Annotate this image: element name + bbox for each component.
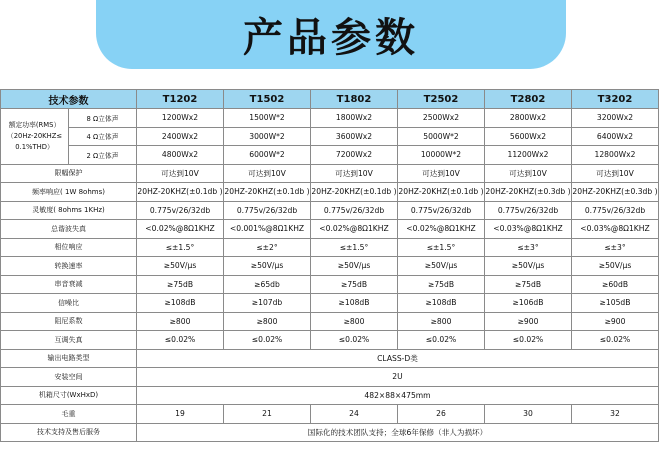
spec-value: 6400Wx2 xyxy=(572,127,659,146)
spec-value: <0.001%@8Ω1KHZ xyxy=(224,220,311,239)
spec-label: 毛重 xyxy=(1,405,137,424)
power-row-label: 4 Ω立体声 xyxy=(69,127,137,146)
spec-value: 24 xyxy=(311,405,398,424)
spec-row xyxy=(1,312,659,331)
spec-value: ≥75dB xyxy=(485,275,572,294)
header-label: 技术参数 xyxy=(1,90,137,109)
spec-value: 0.775v/26/32db xyxy=(137,201,224,220)
spec-value: <0.02%@8Ω1KHZ xyxy=(137,220,224,239)
spec-row xyxy=(1,331,659,350)
spec-value: 0.775v/26/32db xyxy=(572,201,659,220)
spec-value: ≥900 xyxy=(485,312,572,331)
spec-value: 10000W*2 xyxy=(398,146,485,165)
spec-value: ≥105dB xyxy=(572,294,659,313)
model-header: T1502 xyxy=(224,90,311,109)
spec-value: 可达到10V xyxy=(311,164,398,183)
header-row xyxy=(1,90,659,109)
page-title: 产品参数 xyxy=(243,15,419,61)
spec-row xyxy=(1,257,659,276)
support-row xyxy=(1,423,659,442)
spec-value: 3600Wx2 xyxy=(311,127,398,146)
spec-label: 安装空间 xyxy=(1,368,137,387)
spec-value: ≤0.02% xyxy=(398,331,485,350)
spec-label: 阻尼系数 xyxy=(1,312,137,331)
spec-value: 5000W*2 xyxy=(398,127,485,146)
power-group-label-line: 0.1%THD） xyxy=(15,142,54,151)
spec-value: ≥50V/μs xyxy=(572,257,659,276)
spec-value: 4800Wx2 xyxy=(137,146,224,165)
model-header: T3202 xyxy=(572,90,659,109)
spec-row xyxy=(1,275,659,294)
spec-value: 12800Wx2 xyxy=(572,146,659,165)
spec-value: 21 xyxy=(224,405,311,424)
power-group-label-line: （20Hz-20KHZ≤ xyxy=(6,131,63,140)
spec-value: 可达到10V xyxy=(572,164,659,183)
spec-row xyxy=(1,201,659,220)
spec-value: 0.775v/26/32db xyxy=(485,201,572,220)
spec-value: 1200Wx2 xyxy=(137,109,224,128)
spec-value: ≤0.02% xyxy=(572,331,659,350)
power-row xyxy=(1,146,659,165)
spec-value: ≤±3° xyxy=(485,238,572,257)
spec-label: 总谐波失真 xyxy=(1,220,137,239)
spec-label: 技术支持及售后服务 xyxy=(1,423,137,442)
spec-value: ≤0.02% xyxy=(137,331,224,350)
spec-value: 26 xyxy=(398,405,485,424)
spec-value: ≥900 xyxy=(572,312,659,331)
spec-value: ≥75dB xyxy=(137,275,224,294)
spec-row xyxy=(1,294,659,313)
spec-value: 20HZ-20KHZ(±0.1db ) xyxy=(137,183,224,202)
spec-value: ≤±1.5° xyxy=(311,238,398,257)
spec-label: 信噪比 xyxy=(1,294,137,313)
spec-value: 20HZ-20KHZ(±0.1db ) xyxy=(311,183,398,202)
spec-label: 转换速率 xyxy=(1,257,137,276)
power-group-label-line: 额定功率(RMS） xyxy=(8,120,61,129)
merged-row xyxy=(1,386,659,405)
spec-value: ≥75dB xyxy=(311,275,398,294)
spec-value: <0.03%@8Ω1KHZ xyxy=(485,220,572,239)
spec-label: 互调失真 xyxy=(1,331,137,350)
spec-value: ≤0.02% xyxy=(224,331,311,350)
merged-value: 482×88×475mm xyxy=(137,386,659,405)
spec-label: 相位响应 xyxy=(1,238,137,257)
spec-value: ≥107db xyxy=(224,294,311,313)
spec-value: 3000W*2 xyxy=(224,127,311,146)
spec-value: 可达到10V xyxy=(398,164,485,183)
support-value: 国际化的技术团队支持；全球6年保修（非人为损坏） xyxy=(137,423,659,442)
power-row-label: 2 Ω立体声 xyxy=(69,146,137,165)
spec-row xyxy=(1,183,659,202)
spec-label: 串音衰减 xyxy=(1,275,137,294)
weight-row xyxy=(1,405,659,424)
spec-value: 可达到10V xyxy=(137,164,224,183)
spec-value: ≥60dB xyxy=(572,275,659,294)
spec-value: <0.03%@8Ω1KHZ xyxy=(572,220,659,239)
merged-value: CLASS-D类 xyxy=(137,349,659,368)
spec-value: ≥800 xyxy=(137,312,224,331)
spec-value: ≥108dB xyxy=(311,294,398,313)
model-header: T1802 xyxy=(311,90,398,109)
title-banner xyxy=(96,0,566,69)
spec-value: ≥50V/μs xyxy=(398,257,485,276)
spec-row xyxy=(1,238,659,257)
spec-value: ≤0.02% xyxy=(485,331,572,350)
spec-value: ≥65db xyxy=(224,275,311,294)
spec-value: ≤±1.5° xyxy=(398,238,485,257)
spec-table xyxy=(0,89,659,442)
spec-value: ≤±3° xyxy=(572,238,659,257)
spec-value: 0.775v/26/32db xyxy=(398,201,485,220)
spec-value: 0.775v/26/32db xyxy=(224,201,311,220)
spec-value: ≥75dB xyxy=(398,275,485,294)
spec-value: 可达到10V xyxy=(224,164,311,183)
spec-value: 20HZ-20KHZ(±0.1db ) xyxy=(224,183,311,202)
spec-value: ≥800 xyxy=(224,312,311,331)
spec-value: <0.02%@8Ω1KHZ xyxy=(311,220,398,239)
spec-value: 20HZ-20KHZ(±0.3db ) xyxy=(572,183,659,202)
spec-label: 灵敏度( 8ohms 1KHz) xyxy=(1,201,137,220)
spec-value: 32 xyxy=(572,405,659,424)
spec-value: 可达到10V xyxy=(485,164,572,183)
spec-value: ≥800 xyxy=(398,312,485,331)
spec-value: <0.02%@8Ω1KHZ xyxy=(398,220,485,239)
spec-value: ≥50V/μs xyxy=(485,257,572,276)
merged-row xyxy=(1,368,659,387)
spec-value: ≥108dB xyxy=(398,294,485,313)
spec-value: 2500Wx2 xyxy=(398,109,485,128)
model-header: T2802 xyxy=(485,90,572,109)
power-row xyxy=(1,109,659,128)
spec-value: 19 xyxy=(137,405,224,424)
spec-value: 1500W*2 xyxy=(224,109,311,128)
power-group-label xyxy=(1,109,69,165)
spec-row xyxy=(1,164,659,183)
model-header: T2502 xyxy=(398,90,485,109)
spec-label: 限幅保护 xyxy=(1,164,137,183)
spec-value: 2400Wx2 xyxy=(137,127,224,146)
spec-row xyxy=(1,220,659,239)
spec-value: ≤0.02% xyxy=(311,331,398,350)
spec-value: 0.775v/26/32db xyxy=(311,201,398,220)
spec-value: ≤±1.5° xyxy=(137,238,224,257)
power-row xyxy=(1,127,659,146)
spec-value: 1800Wx2 xyxy=(311,109,398,128)
spec-value: 11200Wx2 xyxy=(485,146,572,165)
spec-label: 机箱尺寸(WxHxD) xyxy=(1,386,137,405)
merged-value: 2U xyxy=(137,368,659,387)
spec-value: 5600Wx2 xyxy=(485,127,572,146)
spec-value: ≥50V/μs xyxy=(311,257,398,276)
spec-value: ≥106dB xyxy=(485,294,572,313)
spec-table-body xyxy=(1,109,659,442)
spec-label: 频率响应( 1W 8ohms) xyxy=(1,183,137,202)
spec-value: 6000W*2 xyxy=(224,146,311,165)
spec-value: ≥50V/μs xyxy=(137,257,224,276)
spec-value: ≥800 xyxy=(311,312,398,331)
merged-row xyxy=(1,349,659,368)
spec-value: 3200Wx2 xyxy=(572,109,659,128)
model-header: T1202 xyxy=(137,90,224,109)
spec-value: 20HZ-20KHZ(±0.1db ) xyxy=(398,183,485,202)
spec-value: ≥50V/μs xyxy=(224,257,311,276)
spec-value: 20HZ-20KHZ(±0.3db ) xyxy=(485,183,572,202)
spec-label: 输出电路类型 xyxy=(1,349,137,368)
power-row-label: 8 Ω立体声 xyxy=(69,109,137,128)
spec-value: 7200Wx2 xyxy=(311,146,398,165)
spec-value: 2800Wx2 xyxy=(485,109,572,128)
spec-value: ≤±2° xyxy=(224,238,311,257)
spec-value: ≥108dB xyxy=(137,294,224,313)
spec-value: 30 xyxy=(485,405,572,424)
